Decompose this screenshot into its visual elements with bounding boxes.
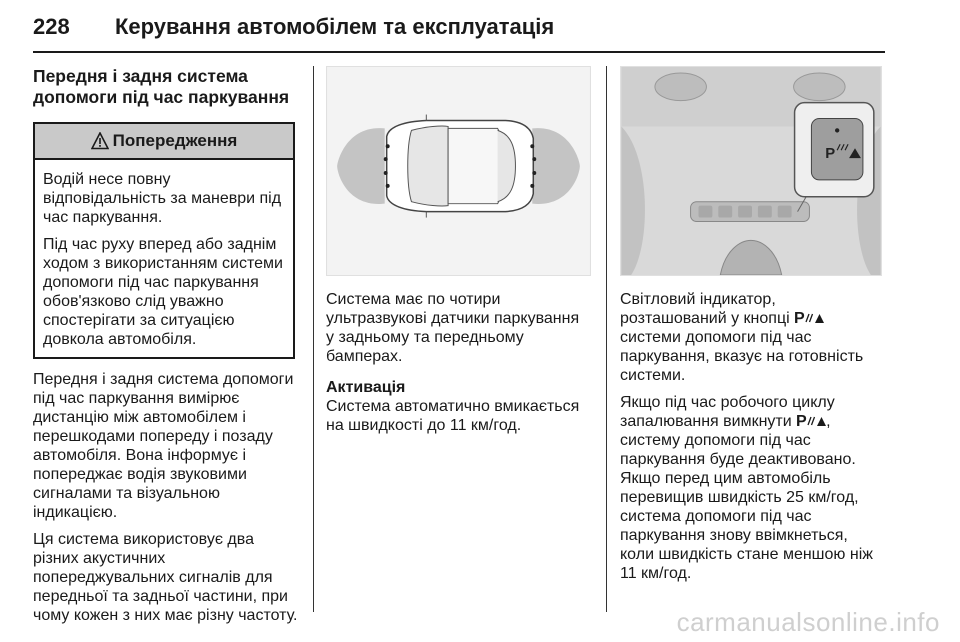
column-1: [33, 66, 301, 633]
warning-text-1: Водій несе повну відповідальність за маневри під час паркування.: [43, 171, 282, 226]
column-3: [620, 66, 886, 591]
body-paragraph-2: Ця система використовує два різних акустичних попереджувальних сигналів для передньої та задньої частини, при чому кожен з них має різну частоту.: [33, 531, 298, 624]
chapter-title: Керування автомобілем та експлуатація: [115, 14, 555, 39]
indicator-paragraph: [620, 290, 886, 385]
column-divider-1: [313, 66, 314, 612]
header-rule: [33, 51, 885, 53]
page-header: [33, 14, 885, 54]
indicator-text-a: Світловий індикатор, розташований у кнопці: [620, 291, 795, 327]
button-p-label: P: [825, 146, 836, 163]
warning-box: [33, 122, 295, 359]
warning-body: [35, 160, 293, 357]
activation-paragraph: Система автоматично вмикається на швидкості до 11 км/год.: [326, 398, 580, 434]
watermark: carmanualsonline.info: [676, 607, 940, 637]
warning-triangle-icon: [91, 132, 109, 150]
svg-text:P: P: [796, 413, 807, 428]
warning-title: Попередження: [112, 131, 238, 150]
parking-assist-icon: [794, 309, 824, 325]
activation-heading: Активація: [326, 379, 406, 396]
deactivation-paragraph: [620, 393, 886, 583]
body-paragraph-1: Передня і задня система допомоги під час паркування вимірює дистанцію між автомобілем і перешкодами попереду і позаду автомобіля. Вона інформує і попереджає водія звуковими сигналами та візуальною індикацією.: [33, 371, 294, 521]
deactivation-text-b: , систему допомоги під час паркування буде деактивовано. Якщо перед цим автомобіль перевищив швидкість 25 км/год, система допомоги під час паркування знову ввімкнеться, коли швидкість стане меншою ніж 11 км/год.: [620, 413, 873, 582]
warning-text-2: Під час руху вперед або заднім ходом з використанням системи допомоги під час паркування обов'язково слід уважно спостерігати за ситуацією довкола автомобіля.: [43, 236, 283, 348]
svg-text:P: P: [794, 310, 805, 325]
console-button-illustration: [620, 66, 882, 276]
section-title: Передня і задня система допомоги під час паркування: [33, 66, 290, 107]
column-2: [326, 66, 591, 443]
warning-header: [35, 124, 293, 160]
indicator-text-b: системи допомоги під час паркування, вказує на готовність системи.: [620, 329, 864, 384]
parking-assist-icon: [796, 412, 826, 428]
page-number: 228: [33, 14, 70, 39]
sensors-paragraph: Система має по чотири ультразвукові датчики паркування у задньому та передньому бамперах.: [326, 291, 580, 365]
parking-sensors-illustration: [326, 66, 591, 276]
column-divider-2: [606, 66, 607, 612]
deactivation-text-a: Якщо під час робочого циклу запалювання вимкнути: [620, 394, 835, 430]
